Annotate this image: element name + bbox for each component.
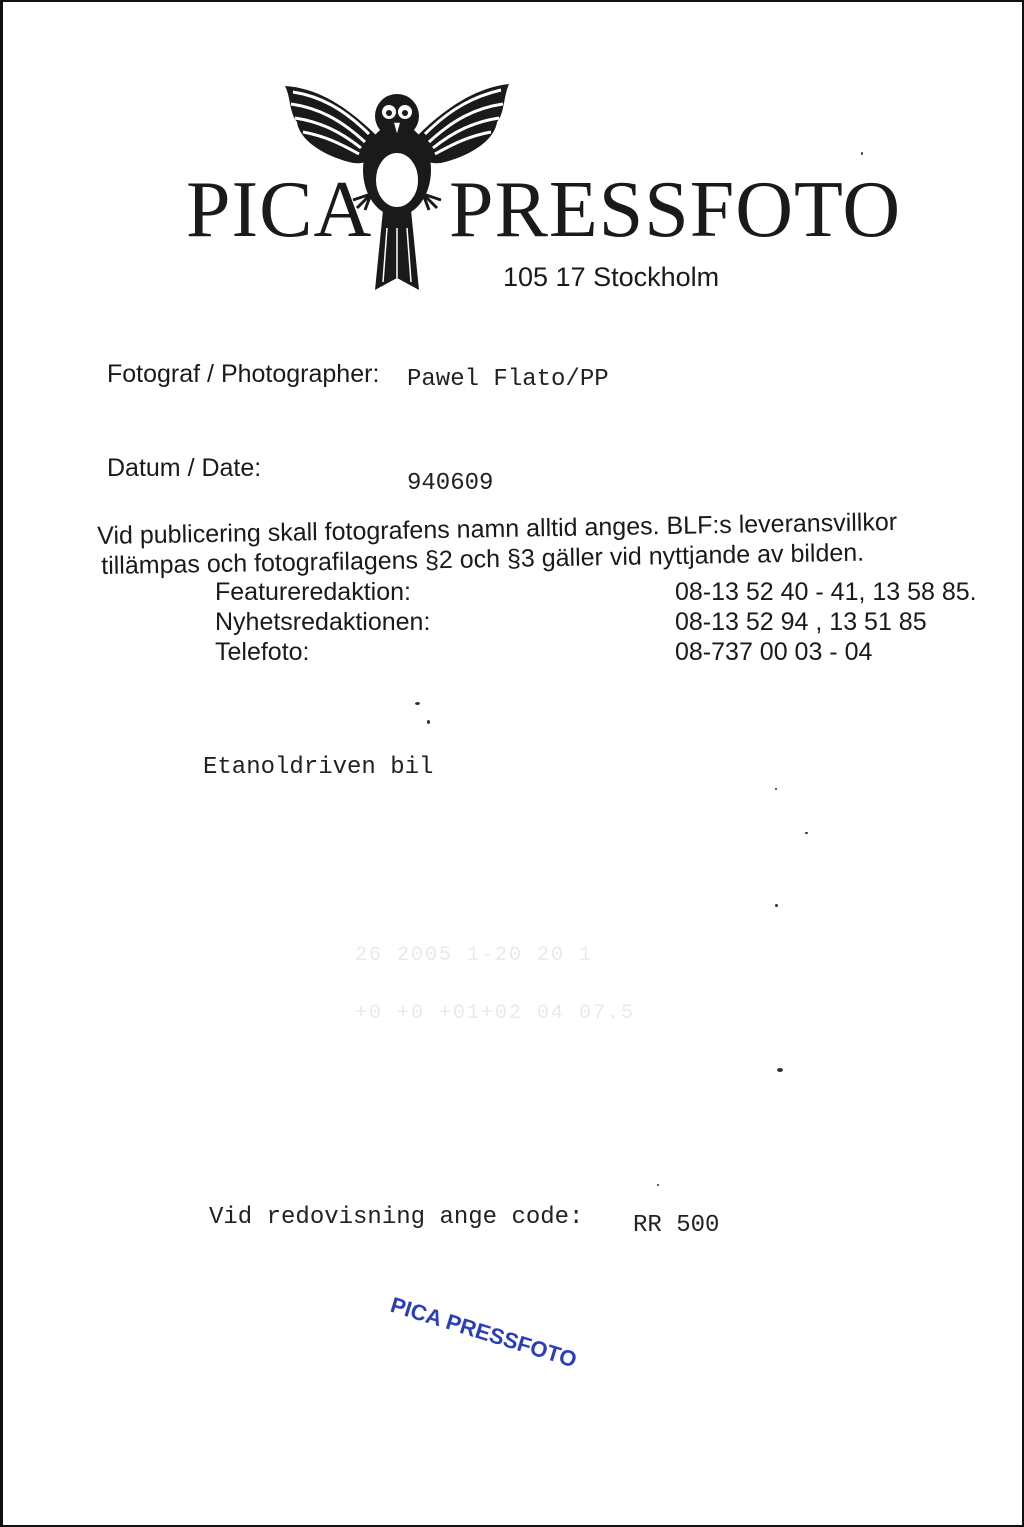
contact-label: Nyhetsredaktionen: [215, 608, 431, 636]
ink-speck [805, 832, 808, 834]
contact-number: 08-13 52 40 - 41, 13 58 85. [675, 578, 977, 606]
ink-speck [657, 1184, 659, 1186]
contact-row-news [215, 608, 927, 637]
pica-pressfoto-stamp: PICA PRESSFOTO [387, 1292, 580, 1373]
contact-row-feature [215, 578, 977, 607]
date-label: Datum / Date: [107, 454, 262, 482]
photographer-value: Pawel Flato/PP [407, 366, 609, 393]
contact-number: 08-13 52 94 , 13 51 85 [675, 608, 927, 636]
logo-wordmark-right: PRESSFOTO [449, 166, 902, 254]
code-value: RR 500 [633, 1212, 720, 1239]
date-value: 940609 [407, 470, 494, 497]
contact-row-telefoto [215, 638, 873, 667]
ink-speck [427, 720, 430, 724]
faint-imprint-line-1: 26 2005 1-20 20 1 [355, 944, 594, 967]
contact-number: 08-737 00 03 - 04 [675, 638, 873, 666]
code-label: Vid redovisning ange code: [209, 1204, 584, 1231]
contact-label: Telefoto: [215, 638, 310, 666]
usage-notice-line-2: tillämpas och fotografilagens §2 och §3 gäller vid nyttjande av bilden. [101, 538, 865, 580]
ink-speck [775, 904, 778, 907]
address: 105 17 Stockholm [503, 262, 720, 292]
ink-speck [861, 152, 863, 155]
usage-notice-line-1: Vid publicering skall fotografens namn alltid anges. BLF:s leveransvillkor [97, 508, 898, 550]
faint-imprint-line-2: +0 +0 +01+02 04 07.5 [355, 1002, 636, 1025]
photographer-label: Fotograf / Photographer: [107, 360, 380, 388]
photo-caption: Etanoldriven bil [203, 754, 434, 781]
ink-speck [777, 1068, 783, 1072]
contact-label: Featureredaktion: [215, 578, 411, 606]
ink-speck [775, 788, 777, 790]
logo-wordmark-left: PICA [186, 166, 373, 254]
ink-speck [415, 702, 420, 705]
